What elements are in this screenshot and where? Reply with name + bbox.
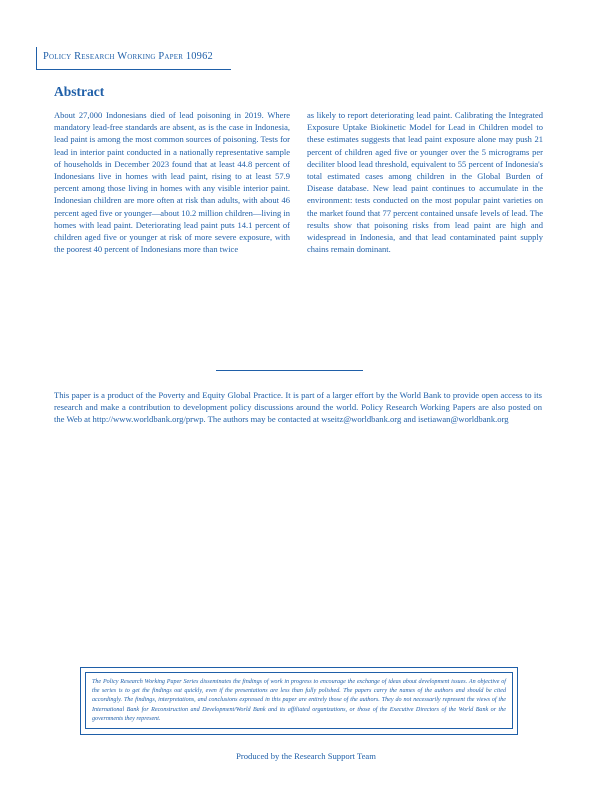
section-divider: [216, 370, 363, 371]
abstract-left-column: About 27,000 Indonesians died of lead poisoning in 2019. Where mandatory lead-free standards are absent, as is the case in Indonesia, lead paint is among the most common sources of poisoning. Tests for lead in interior paint conducted in a nationally representative sample of households in December 2023 found that at least 44.8 percent of Indonesians live in homes with lead paint, rising to at least 57.9 percent among those living in homes with any visible interior paint. Indonesian children are more often at risk than adults, with about 46 percent aged five or younger—about 10.2 million children—living in homes with lead paint. Deteriorating lead paint puts 14.1 percent of children aged five or younger at risk of more severe exposure, with the poorest 40 percent of Indonesians more than twice: [54, 110, 290, 255]
disclaimer-box: [80, 667, 518, 735]
series-header: [36, 47, 231, 70]
product-note: This paper is a product of the Poverty and Equity Global Practice. It is part of a larger effort by the World Bank to provide open access to its research and make a contribution to development policy discussions around the world. Policy Research Working Papers are also posted on the Web at http://www.worldbank.org/prwp. The authors may be contacted at wseitz@worldbank.org and isetiawan@worldbank.org: [54, 390, 542, 424]
footer-credit: Produced by the Research Support Team: [236, 751, 376, 761]
abstract-right-column: as likely to report deteriorating lead paint. Calibrating the Integrated Exposure Uptake Biokinetic Model for Lead in Children model to these estimates suggests that lead paint exposure alone may push 21 percent of children aged five or younger over the 5 micrograms per deciliter blood lead threshold, equivalent to 55 percent of Indonesia's total estimated cases among children in the Global Burden of Disease database. New lead paint continues to accumulate in the environment: tests conducted on the most popular paint varieties on the market found that 77 percent contained unsafe levels of lead. The results show that poisoning risks from lead paint are high and widespread in Indonesia, and that lead contaminated paint supply chains remain dominant.: [307, 110, 543, 255]
series-label: Policy Research Working Paper 10962: [43, 51, 213, 62]
disclaimer-text: The Policy Research Working Paper Series disseminates the findings of work in progress to encourage the exchange of ideas about development issues. An objective of the series is to get the findings out quickly, even if the presentations are less than fully polished. The papers carry the names of the authors and should be cited accordingly. The findings, interpretations, and conclusions expressed in this paper are entirely those of the authors. They do not necessarily represent the views of the International Bank for Reconstruction and Development/World Bank and its affiliated organizations, or those of the Executive Directors of the World Bank or the governments they represent.: [85, 672, 513, 729]
abstract-heading: Abstract: [54, 84, 105, 99]
